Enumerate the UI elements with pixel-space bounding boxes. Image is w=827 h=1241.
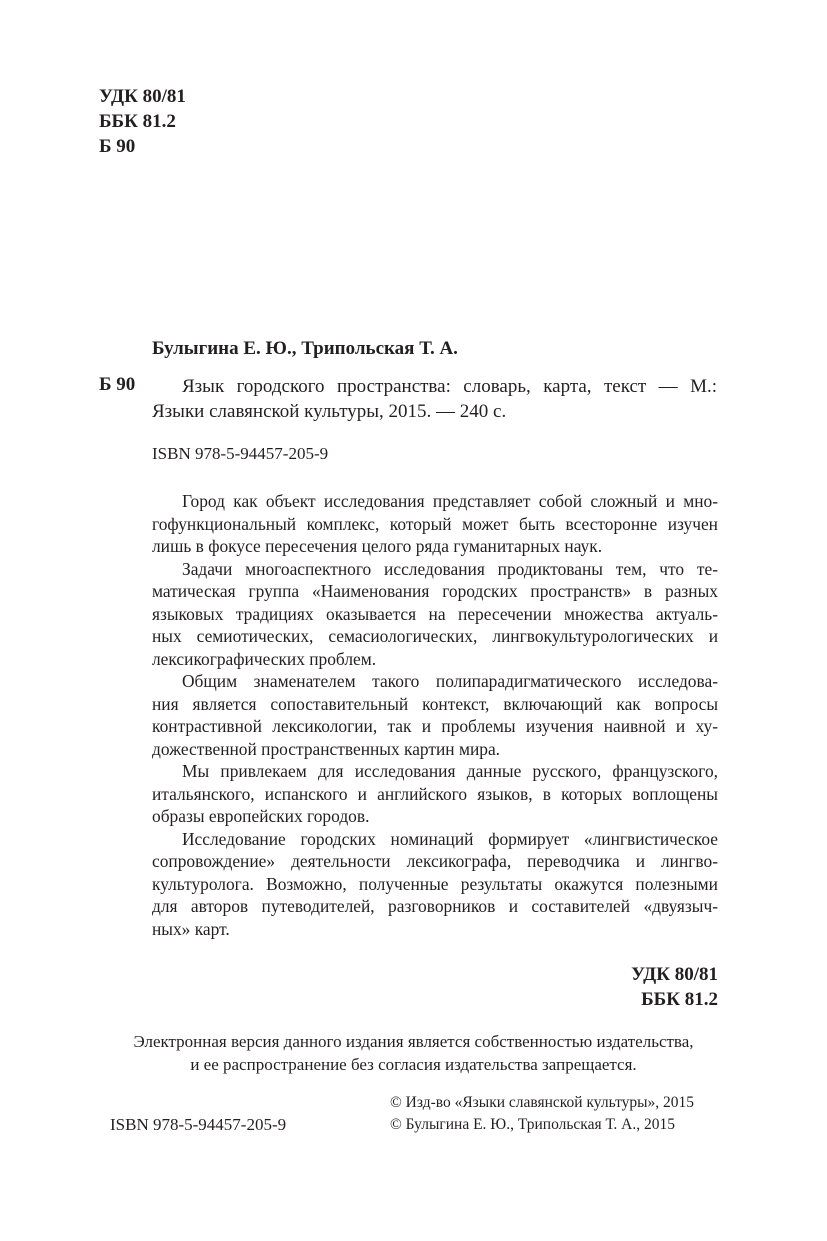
annotation-line: Общим знаменателем такого полипарадигматического исследова- [182, 671, 718, 691]
annotation-paragraph [152, 558, 718, 671]
annotation-paragraph [152, 670, 718, 760]
author-mark: Б 90 [99, 136, 136, 157]
annotation-line: для авторов путеводителей, разговорников и составителей «двуязыч- [152, 896, 718, 916]
annotation-paragraph [152, 760, 718, 828]
isbn-bottom: ISBN 978-5-94457-205-9 [110, 1115, 287, 1134]
authors-heading: Булыгина Е. Ю., Трипольская Т. А. [152, 338, 458, 359]
udk-code: УДК 80/81 [631, 964, 718, 985]
notice-line-1: Электронная версия данного издания является собственностью издательства, [133, 1032, 694, 1051]
classification-codes-top [99, 84, 186, 159]
annotation-line: ных» карт. [152, 918, 230, 939]
annotation-line: ния является сопоставительный контекст, включающий как вопросы [152, 693, 718, 714]
isbn-top: ISBN 978-5-94457-205-9 [152, 444, 329, 463]
copyright-publisher: © Изд-во «Языки славянской культуры», 2015 [390, 1094, 695, 1111]
annotation-line: Город как объект исследования представляет собой сложный и мно- [182, 491, 718, 511]
annotation-line: Задачи многоаспектного исследования продиктованы тем, что те- [182, 558, 718, 579]
annotation-paragraph [152, 828, 718, 941]
annotation-line: лишь в фокусе пересечения целого ряда гуманитарных наук. [152, 536, 603, 556]
annotation-line: Мы привлекаем для исследования данные русского, французского, [182, 761, 718, 781]
title-line-2: Языки славянской культуры, 2015. — 240 с. [152, 401, 507, 422]
annotation-line: культуролога. Возможно, полученные результаты окажутся полезными [152, 873, 718, 894]
annotation-line: матическая группа «Наименования городских пространств» в разных [152, 581, 718, 601]
card-author-mark: Б 90 [99, 374, 136, 395]
bbk-code: ББК 81.2 [99, 111, 176, 132]
annotation-line: гофункциональный комплекс, который может быть всесторонне изучен [152, 513, 718, 534]
annotation-line: дожественной пространственных картин мира. [152, 738, 501, 759]
annotation-line: контрастивной лексикологии, так и проблемы изучения наивной и ху- [152, 716, 718, 736]
annotation-line: сопровождение» деятельности лексикографа, переводчика и лингво- [152, 851, 718, 871]
classification-codes-bottom [631, 962, 718, 1012]
copyright-block [390, 1092, 694, 1136]
annotation-line: образы европейских городов. [152, 806, 370, 826]
annotation-line: итальянского, испанского и английского языков, в которых воплощены [152, 783, 718, 804]
udk-code: УДК 80/81 [99, 86, 186, 107]
title-line-1: Язык городского пространства: словарь, карта, текст — М.: [182, 376, 717, 397]
bbk-code: ББК 81.2 [641, 989, 718, 1010]
annotation-line: языковых традициях оказывается на пересечении множества актуаль- [152, 603, 718, 624]
annotation-line: лексикографических проблем. [152, 648, 377, 669]
annotation [152, 490, 718, 940]
annotation-line: Исследование городских номинаций формирует «лингвистическое [182, 828, 718, 849]
annotation-line: ных семиотических, семасиологических, лингвокультурологических и [152, 626, 718, 646]
annotation-paragraph [152, 490, 718, 558]
copyright-authors: © Булыгина Е. Ю., Трипольская Т. А., 2015 [390, 1116, 675, 1133]
notice-line-2: и ее распространение без согласия издательства запрещается. [190, 1055, 637, 1074]
electronic-version-notice [0, 1030, 827, 1076]
title-description [152, 374, 717, 424]
